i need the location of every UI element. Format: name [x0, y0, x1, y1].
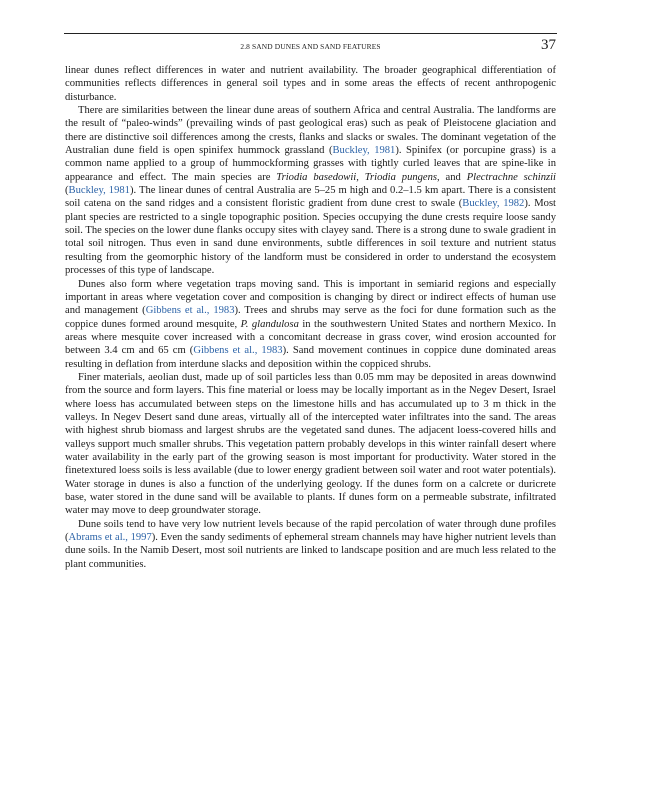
text-run: Dune soils tend to have very low nutrient levels because of the rapid percolation of water through dune profiles (	[65, 518, 556, 544]
citation-link[interactable]: Buckley, 1981	[68, 185, 130, 197]
species-name: Triodia basedowii	[276, 171, 357, 183]
text-run: There are similarities between the linear dune areas of southern Africa and central Australia. The landforms are the result of “paleo-winds” (prevailing winds of past geological eras) such as peak of Pleistocene glaciation and there are distinctive soil differences among the crests, flanks and slacks or swales. The dominant vegetation of the Australian dune field is open spinifex hummock grassland (	[65, 105, 556, 157]
paragraph-1	[65, 64, 556, 104]
page-number: 37	[541, 37, 556, 53]
species-name: P. glandulosa	[240, 318, 299, 330]
text-run: ). Most plant species are restricted to a single topographic position. Species occupying the dune crests require loose sandy soil. The species on the lower dune flanks occupy sites with clayey sand. There is a strong dune to swale gradient in total soil nitrogen. Thus even in sand dune environments, subtle differences in soil texture and nutrient status resulting from the geomorphic history of the landform must be considered in order to understand the ecosystem processes of this type of landscape.	[65, 198, 556, 277]
running-header	[64, 37, 557, 56]
paragraph-4	[65, 371, 556, 518]
citation-link[interactable]: Abrams et al., 1997	[68, 532, 152, 544]
species-name: Triodia pungens	[364, 171, 438, 183]
paragraph-1-text: linear dunes reflect differences in water and nutrient availability. The broader geographical differentiation of communities reflects differences in general soil types and in some areas the effects of recent anthropogenic disturbance.	[65, 65, 556, 103]
text-run: ). The linear dunes of central Australia are 5–25 m high and 0.2–1.5 km apart. There is a consistent soil catena on the sand ridges and a consistent floristic gradient from dune crest to swale (	[65, 185, 556, 210]
citation-link[interactable]: Buckley, 1982	[462, 198, 525, 210]
text-run: , and	[437, 171, 467, 183]
text-run: ). Even the sandy sediments of ephemeral stream channels may have higher nutrient levels than dune soils. In the Namib Desert, most soil nutrients are linked to landscape position and are much less related to the plant communities.	[65, 532, 557, 570]
text-run: ). Sand movement continues in coppice dune dominated areas resulting in deflation from interdune slacks and deposition within the coppiced shrubs.	[65, 345, 556, 370]
text-run: ). Trees and shrubs may serve as the foci for dune formation such as the coppice dunes formed around mesquite,	[65, 305, 557, 330]
header-rule	[64, 33, 557, 34]
paragraph-4-text: Finer materials, aeolian dust, made up of soil particles less than 0.05 mm may be deposited in areas downwind from the source and form layers. This fine material or loess may be locally important as in the Negev Desert, Israel where loess has accumulated between steps on the limestone hills and has accumulated up to 3 m thick in the valleys. In Negev Desert sand dune areas, virtually all of the intercepted water infiltrates into the sand. The areas with highest shrub biomass and largest shrubs are the vegetated sand dunes. The adjacent loess-covered hills and valleys support much smaller shrubs. This vegetation pattern probably develops in this winter rainfall desert where water availability in the early part of the growing season is most important for productivity. Water stored in the finetextured loess soils is less available (due to lower energy gradient between soil water and root water potentials). Water storage in dunes is also a function of the underlying geology. If the dunes form on a calcrete or duricrete base, water stored in the dune sand will be available to plants. If dunes form on a permeable substrate, infiltrated water may move to deep groundwater storage.	[65, 371, 556, 517]
paragraph-2	[65, 104, 556, 277]
section-title: 2.8 SAND DUNES AND SAND FEATURES	[240, 42, 381, 51]
paragraph-5	[65, 518, 556, 571]
text-run: Dunes also form where vegetation traps moving sand. This is important in semiarid regions and especially important in areas where vegetation cover and composition is changing by direct or indirect effects of human use and management (	[65, 278, 556, 317]
citation-link[interactable]: Gibbens et al., 1983	[193, 345, 283, 357]
citation-link[interactable]: Gibbens et al., 1983	[145, 305, 235, 317]
species-name: Plectrachne schinzii	[466, 171, 556, 183]
text-run: (	[65, 185, 69, 197]
text-run: ). Spinifex (or porcupine grass) is a common name applied to a group of hummockforming grasses with tightly curled leaves that are spine-like in appearance and effect. The main species are	[65, 145, 557, 183]
citation-link[interactable]: Buckley, 1981	[332, 145, 396, 157]
body-text	[65, 64, 556, 571]
text-run: in the southwestern United States and northern Mexico. In areas where mesquite cover increased with a concomitant decrease in grass cover, wind erosion accounted for between 3.4 cm and 65 cm (	[65, 318, 556, 357]
text-run: ,	[356, 171, 365, 183]
paragraph-3	[65, 278, 556, 371]
